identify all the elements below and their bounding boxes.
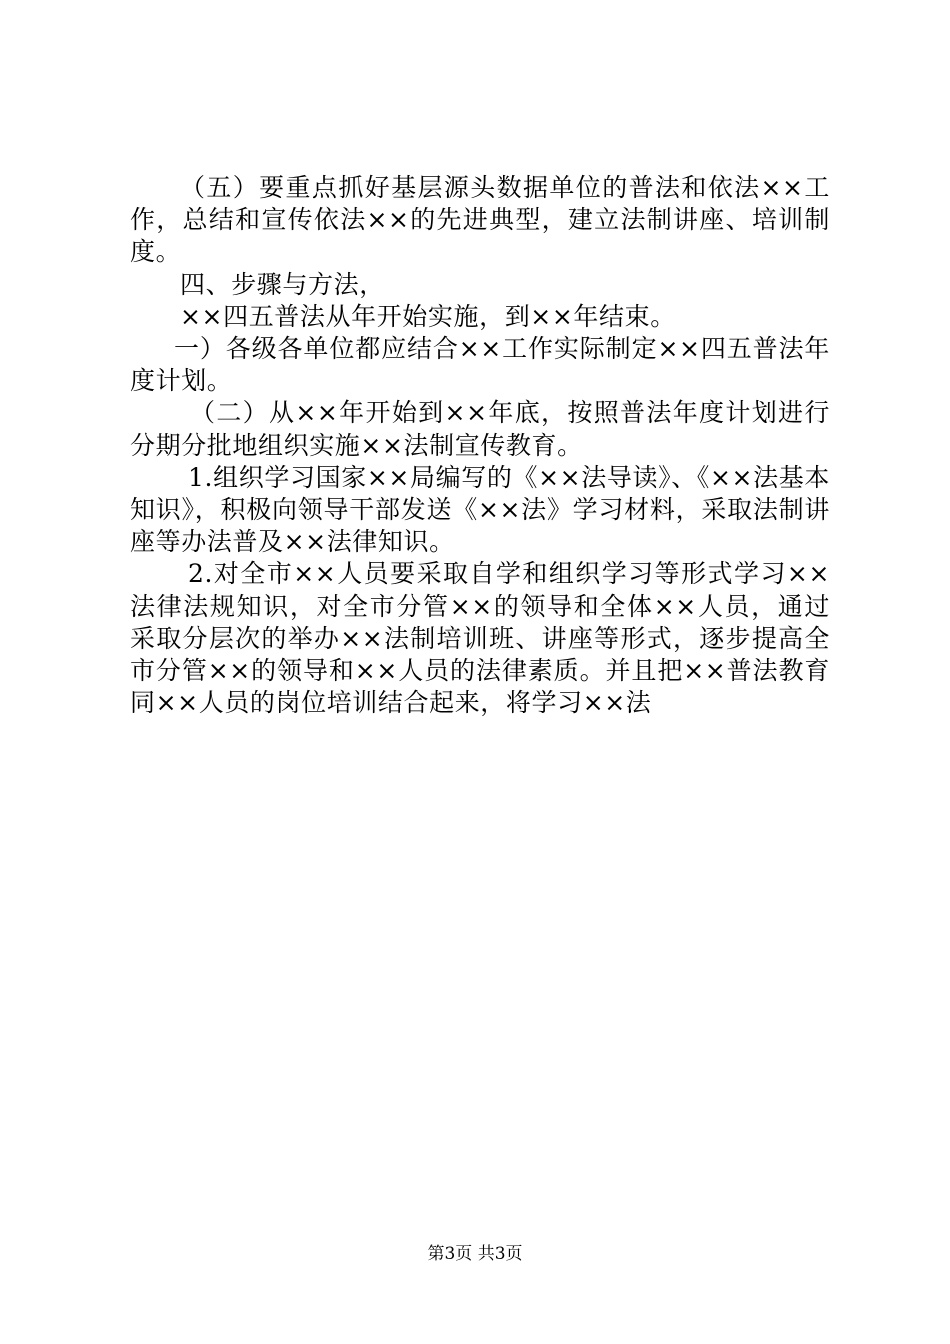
document-body bbox=[130, 172, 830, 719]
page-total: 共3页 bbox=[477, 1244, 523, 1264]
paragraph-one: 一）各级各单位都应结合××工作实际制定××四五普法年度计划。 bbox=[130, 334, 830, 396]
page-number: 第3页 bbox=[427, 1244, 473, 1264]
page-footer bbox=[0, 1243, 950, 1265]
paragraph-timeline: ××四五普法从年开始实施，到××年结束。 bbox=[180, 301, 676, 331]
section-heading-steps: 四、步骤与方法， bbox=[180, 269, 385, 299]
list-item-2: 2.对全市××人员要采取自学和组织学习等形式学习××法律法规知识，对全市分管××的领导和全体××人员，通过采取分层次的举办××法制培训班、讲座等形式，逐步提高全市分管××的领导和××人员的法律素质。并且把××普法教育同××人员的岗位培训结合起来，将学习××法 bbox=[130, 559, 830, 718]
list-item-1: 1.组织学习国家××局编写的《××法导读》、《××法基本知识》，积极向领导干部发送《××法》学习材料，采取法制讲座等办法普及××法律知识。 bbox=[130, 462, 830, 557]
paragraph-five: （五）要重点抓好基层源头数据单位的普法和依法××工作，总结和宣传依法××的先进典型，建立法制讲座、培训制度。 bbox=[130, 173, 830, 267]
paragraph-two: （二）从××年开始到××年底，按照普法年度计划进行分期分批地组织实施××法制宣传教育。 bbox=[130, 398, 830, 460]
